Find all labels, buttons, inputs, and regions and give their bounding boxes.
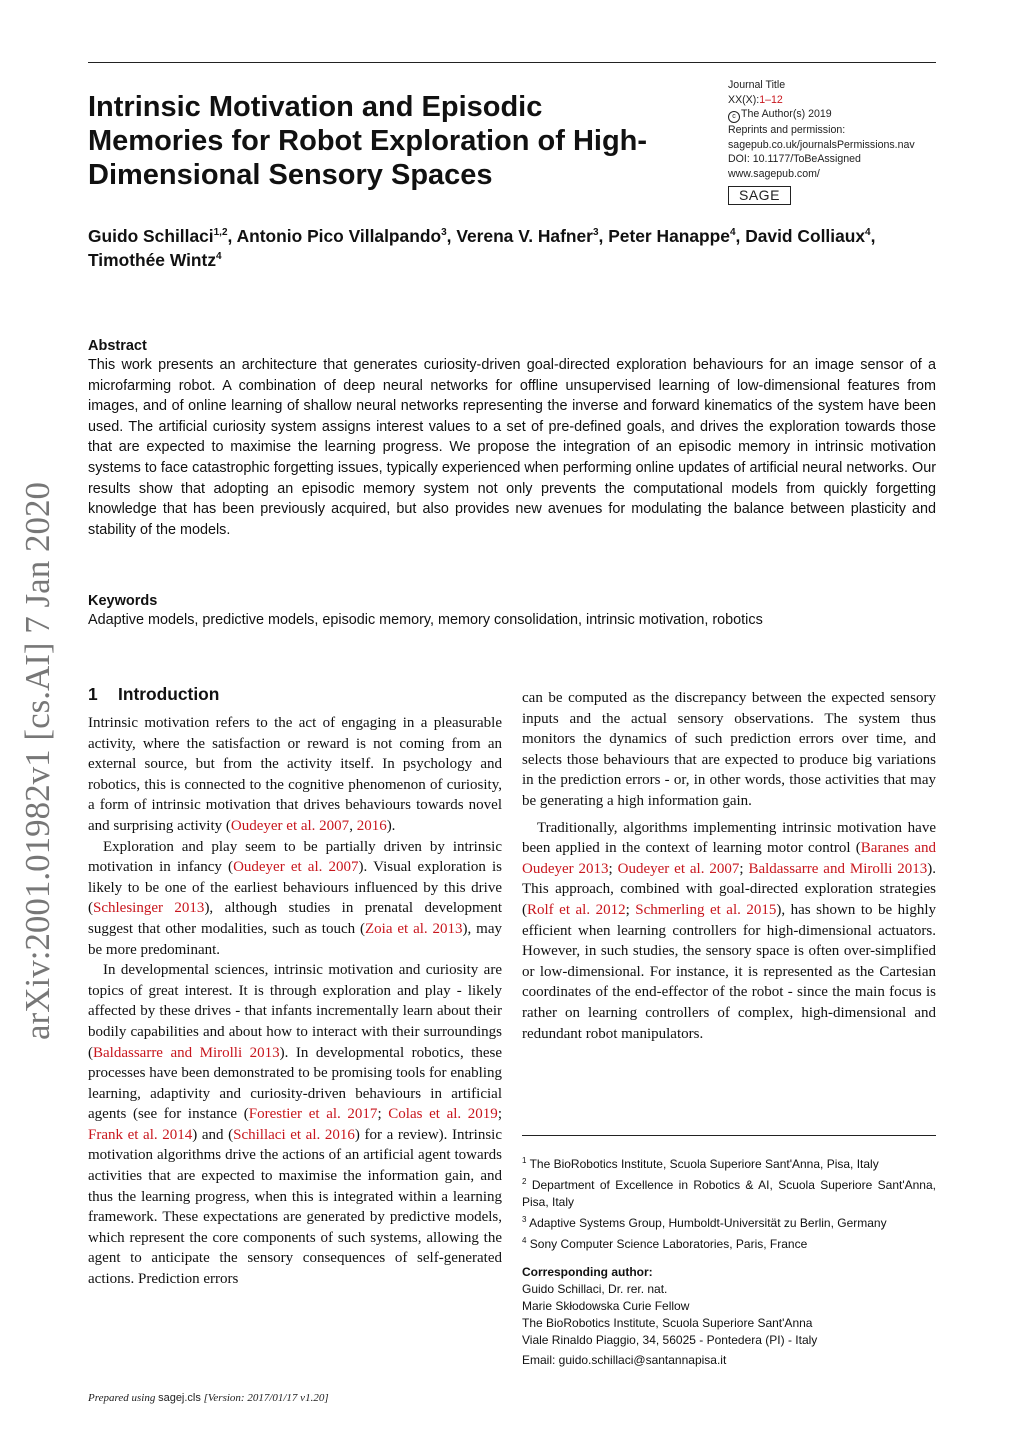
abstract-text: This work presents an architecture that generates curiosity-driven goal-directed exploration behaviours for an image sensor of a microfarming robot. A combination of deep neural networks for offline unsupervised learning of low-dimensional features from images, and of online learning of shallow neural networks representing the inverse and forward kinematics of the system have been used. The artificial curiosity system assigns interest values to a set of pre-defined goals, and drives the exploration towards those that are expected to maximise the learning progress. We propose the integration of an episodic memory in intrinsic motivation systems to face catastrophic forgetting issues, typically experienced when performing online updates of artificial neural networks. Our results show that adopting an episodic memory system not only prevents the computational models from quickly forgetting knowledge that has been previously acquired, but also provides new avenues for modulating the balance between plasticity and stability of the models.: [88, 357, 936, 538]
affiliation-footnote: [522, 1211, 936, 1232]
affiliation-list: [522, 1152, 936, 1253]
corresponding-author: [522, 1264, 936, 1369]
paragraph-continued: can be computed as the discrepancy between the expected sensory inputs and the actual sensory observations. The system thus monitors the dynamics of such prediction errors over time, and selects those behaviours that are expected to produce big variations in the prediction errors - or, in other words, those activities that may be generating a high information gain.: [522, 690, 936, 809]
paper-title: Intrinsic Motivation and Episodic Memories for Robot Exploration of High-Dimensional Sensory Spaces: [88, 91, 648, 191]
footnote-text: Department of Excellence in Robotics & AI, Scuola Superiore Sant'Anna, Pisa, Italy: [522, 1178, 936, 1209]
right-column: [522, 688, 936, 1044]
section-heading: [88, 684, 502, 705]
journal-doi: DOI: 10.1177/ToBeAssigned: [728, 153, 861, 166]
page-footer: [88, 1392, 329, 1404]
abstract-heading: Abstract: [88, 338, 147, 354]
top-rule: [88, 62, 936, 63]
abstract-section: [88, 338, 936, 540]
citation-link[interactable]: Rolf et al. 2012: [527, 901, 626, 918]
author-affiliation-mark: 4: [865, 227, 871, 239]
keywords-text: Adaptive models, predictive models, episodic memory, memory consolidation, intrinsic motivation, robotics: [88, 612, 763, 628]
journal-name: Journal Title: [728, 79, 786, 91]
author-affiliation-mark: 3: [441, 227, 447, 239]
journal-info: [728, 78, 958, 205]
corresponding-line: Guido Schillaci, Dr. rer. nat.: [522, 1282, 668, 1296]
author-name: Verena V. Hafner: [456, 226, 593, 246]
citation-link[interactable]: Oudeyer et al. 2007: [233, 859, 359, 876]
footnote-mark: 1: [522, 1156, 527, 1165]
keywords-heading: Keywords: [88, 593, 158, 609]
footnotes: [522, 1152, 936, 1369]
citation-link[interactable]: Baranes and Oudeyer 2013: [522, 840, 937, 877]
journal-copyright: [728, 107, 958, 123]
paragraph: Exploration and play seem to be partially driven by intrinsic motivation in infancy (Oudeyer et al. 2007). Visual exploration is likely to be one of the earliest behaviours influenced by this drive (Schlesinger 2013), although studies in prenatal development suggest that other modalities, such as touch (Zoia et al. 2013), may be more predominant.: [88, 838, 503, 958]
paragraph: Traditionally, algorithms implementing intrinsic motivation have been applied in the context of learning motor control (Baranes and Oudeyer 2013; Oudeyer et al. 2007; Baldassarre and Mirolli 2013). This approach, combined with goal-directed exploration strategies (Rolf et al. 2012; Schmerling et al. 2015), has shown to be highly efficient when learning controllers for high-dimensional actuators. However, in such studies, the sensory space is often over-simplified or low-dimensional. For instance, it is represented as the Cartesian coordinates of the end-effector of the robot - since the main focus is rather on learning controllers of complex, high-dimensional and redundant robot manipulators.: [522, 819, 937, 1042]
footer-cls: sagej.cls: [158, 1392, 201, 1404]
citation-link[interactable]: Schmerling et al. 2015: [635, 901, 777, 918]
journal-volume-prefix: XX(X):: [728, 93, 760, 106]
journal-pages-link[interactable]: 1–12: [759, 93, 783, 106]
author-name: Antonio Pico Villalpando: [236, 226, 442, 246]
author-name: David Colliaux: [745, 226, 866, 246]
corresponding-line: Viale Rinaldo Piaggio, 34, 56025 - Pontedera (PI) - Italy: [522, 1333, 818, 1347]
affiliation-footnote: [522, 1232, 936, 1253]
affiliation-footnote: [522, 1152, 936, 1173]
affiliation-footnote: [522, 1173, 936, 1211]
corresponding-line: The BioRobotics Institute, Scuola Superiore Sant'Anna: [522, 1316, 813, 1330]
footer-prefix: Prepared using: [88, 1392, 159, 1404]
journal-volume: [728, 93, 958, 108]
citation-link[interactable]: Colas et al. 2019: [388, 1106, 498, 1123]
corresponding-email[interactable]: Email: guido.schillaci@santannapisa.it: [522, 1353, 727, 1367]
author-name: Timothée Wintz: [88, 250, 217, 270]
paragraph: Intrinsic motivation refers to the act of engaging in a pleasurable activity, where the satisfaction or reward is not coming from an external source, but from the activity itself. In psychology and robotics, this is connected to the cognitive phenomenon of curiosity, a form of intrinsic motivation that drives behaviours towards novel and surprising activity (Oudeyer et al. 2007, 2016).: [88, 715, 502, 834]
citation-link[interactable]: Baldassarre and Mirolli 2013: [93, 1044, 280, 1061]
author-affiliation-mark: 4: [729, 227, 736, 239]
citation-link[interactable]: Forestier et al. 2017: [248, 1106, 378, 1123]
journal-reprints-label: Reprints and permission:: [728, 124, 846, 137]
section-title: Introduction: [118, 684, 220, 704]
citation-link[interactable]: Schlesinger 2013: [93, 900, 205, 917]
citation-link[interactable]: Baldassarre and Mirolli 2013: [748, 860, 928, 877]
section-number: 1: [88, 684, 98, 704]
sage-logo: SAGE: [728, 186, 791, 205]
footnote-mark: 2: [522, 1177, 527, 1186]
footnote-mark: 4: [522, 1236, 527, 1245]
citation-link[interactable]: Schillaci et al. 2016: [233, 1126, 355, 1143]
author-affiliation-mark: 1,2: [213, 227, 228, 239]
author-affiliation-mark: 3: [592, 227, 599, 239]
journal-reprints-url: sagepub.co.uk/journalsPermissions.nav: [728, 138, 915, 151]
footnote-text: Sony Computer Science Laboratories, Paris, France: [526, 1237, 808, 1251]
left-column: [88, 684, 502, 1290]
footer-version: [Version: 2017/01/17 v1.20]: [200, 1392, 329, 1404]
footnote-text: The BioRobotics Institute, Scuola Superiore Sant'Anna, Pisa, Italy: [526, 1157, 879, 1171]
author-name: Peter Hanappe: [608, 226, 730, 246]
footnote-rule: [522, 1135, 936, 1136]
footnote-text: Adaptive Systems Group, Humboldt-Universität zu Berlin, Germany: [526, 1216, 887, 1230]
footnote-mark: 3: [522, 1215, 527, 1224]
author-list: Guido Schillaci$^{1,2}$, Antonio Pico Villalpando$^3$, Verena V. Hafner$^3$, Peter Hanappe$^4$, David Colliaux$^4$, Timothée Wintz$^4$: [88, 226, 876, 270]
corresponding-label: Corresponding author:: [522, 1265, 653, 1279]
citation-link[interactable]: Oudeyer et al. 2007: [230, 817, 350, 834]
keywords-section: [88, 593, 936, 631]
citation-link[interactable]: Oudeyer et al. 2007: [617, 860, 740, 877]
paragraph: In developmental sciences, intrinsic motivation and curiosity are topics of great interest. It is through exploration and play - likely affected by these drives - that infants incrementally learn about their bodily capabilities and about how to interact with their surroundings (Baldassarre and Mirolli 2013). In developmental robotics, these processes have been demonstrated to be promising tools for enabling learning, adaptivity and curiosity-driven behaviours in artificial agents (see for instance (Forestier et al. 2017; Colas et al. 2019; Frank et al. 2014) and (Schillaci et al. 2016) for a review). Intrinsic motivation algorithms drive the actions of an artificial agent towards activities that are expected to maximise the information gain, and thus the learning progress, when this is integrated within a learning framework. These expectations are generated by predictive models, which represent the core components of such systems, allowing the agent to anticipate the sensory consequences of self-generated actions. Prediction errors: [88, 962, 503, 1288]
author-name: Guido Schillaci: [88, 226, 214, 246]
journal-copyright-text: The Author(s) 2019: [741, 108, 832, 121]
citation-link[interactable]: Frank et al. 2014: [88, 1126, 193, 1143]
copyright-icon: c: [728, 111, 740, 123]
corresponding-line: Marie Skłodowska Curie Fellow: [522, 1299, 690, 1313]
citation-link[interactable]: Zoia et al. 2013: [365, 920, 463, 937]
arxiv-side-stamp: arXiv:2001.01982v1 [cs.AI] 7 Jan 2020: [18, 482, 57, 1040]
journal-website: www.sagepub.com/: [728, 167, 820, 180]
author-affiliation-mark: 4: [216, 251, 222, 263]
citation-link[interactable]: 2016: [356, 817, 387, 834]
